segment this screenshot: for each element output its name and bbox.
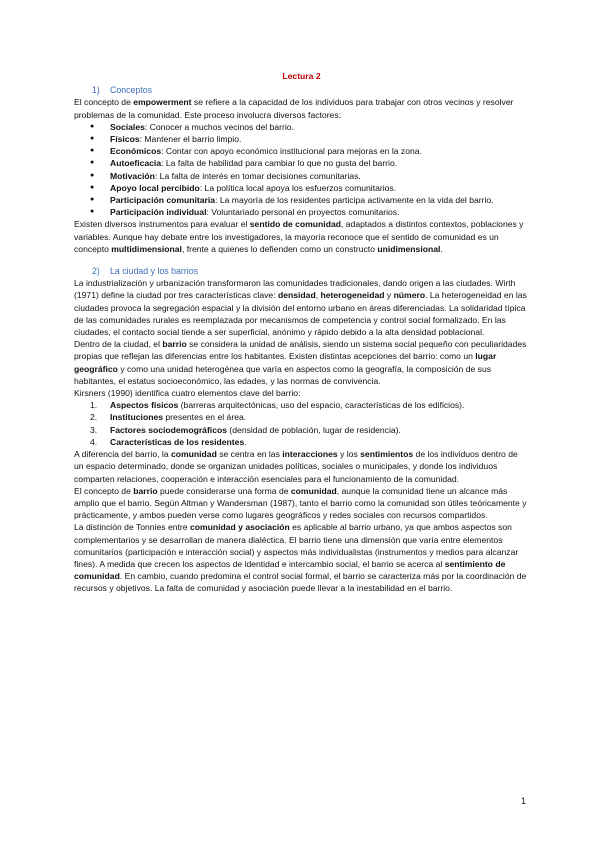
text-run: y como una unidad heterogénea que varía en aspectos como la geografía, la composición de sus habitantes, el estatus socioeconómico, las edades, y las normas de convivencia. [74, 363, 492, 386]
text-run: . En cambio, cuando predomina el control social formal, el barrio se caracteriza más por la coordinación de recursos y objetivos. La falta de comunidad y asociación puede llevar a la inestabilidad en el barrio. [74, 571, 527, 594]
list-item [110, 182, 529, 194]
text-run: A diferencia del barrio, la [74, 449, 171, 460]
bold-term: comunidad [170, 449, 217, 460]
section-heading-conceptos: 1) Conceptos [92, 85, 153, 96]
paragraph [74, 448, 529, 485]
list-number: 4. [90, 436, 98, 447]
text-run: Existen diversos instrumentos para evaluar el [74, 219, 250, 230]
text-run: y [384, 290, 394, 301]
bold-term: densidad [277, 290, 316, 301]
bold-term: Características de los residentes [110, 436, 245, 447]
text-run: se refiere a la capacidad de los individuos para trabajar con otros vecinos y resolver problemas de la comunidad. Este proceso involucra diversos factores: [74, 97, 514, 120]
bold-term: Apoyo local percibido [110, 182, 200, 193]
bold-term: multidimensional [111, 243, 182, 254]
text-run: Dentro de la ciudad, el [74, 339, 163, 350]
list-number: 1. [90, 400, 98, 411]
text-run: La distinción de Tonnies entre [74, 522, 190, 533]
bold-term: Autoeficacia [110, 158, 162, 169]
list-item [110, 206, 529, 218]
bold-term: Sociales [110, 121, 145, 132]
text-run: : La mayoría de los residentes participa activamente en la vida del barrio. [215, 195, 494, 206]
bold-term: interacciones [282, 449, 338, 460]
text-run: La industrialización y urbanización transformaron las comunidades tradicionales, dando origen a las ciudades. Wirth (1971) define la ciudad por tres características clave: [74, 278, 516, 301]
text-run: (barreras arquitectónicas, uso del espacio, características de los edificios). [178, 400, 465, 411]
text-run: : Voluntariado personal en proyectos comunitarios. [206, 207, 400, 218]
bold-term: sentido de comunidad [249, 219, 341, 230]
bold-term: comunidad y asociación [189, 522, 290, 533]
paragraph [74, 277, 529, 338]
text-run: se centra en las [216, 449, 283, 460]
factor-list [74, 121, 529, 219]
bold-term: Económicos [110, 146, 162, 157]
numbered-list [74, 399, 529, 448]
list-item [110, 133, 529, 145]
text-run: : Conocer a muchos vecinos del barrio. [144, 121, 294, 132]
paragraph [74, 96, 529, 120]
page-title: Lectura 2 [282, 71, 321, 81]
text-run: de los individuos dentro de un espacio determinado, donde se organizan unidades políticas, sociales o municipales, y donde los individuos comparten relaciones, cooperación e interacción esenciales para el funcionamiento de la comunidad. [74, 449, 518, 484]
text-run: , adaptados a distintos contextos, poblaciones y variables. Aunque hay debate entre los investigadores, la mayoría reconoce que el sentido de comunidad es un concepto [74, 219, 524, 254]
bold-term: número [393, 290, 426, 301]
text-run: El concepto de [74, 97, 134, 108]
text-run: . [440, 243, 443, 254]
paragraph [74, 387, 529, 399]
text-run: presentes en el área. [163, 412, 247, 423]
bold-term: sentimientos [360, 449, 414, 460]
page-number: 1 [520, 796, 526, 806]
text-run: : Contar con apoyo económico institucional para mejoras en la zona. [161, 146, 422, 157]
bold-term: unidimensional [377, 243, 441, 254]
text-run: El concepto de [74, 485, 134, 496]
bold-term: barrio [133, 485, 158, 496]
text-run: Kirsners (1990) identifica cuatro elementos clave del barrio: [74, 388, 301, 399]
text-run: : La falta de habilidad para cambiar lo que no gusta del barrio. [161, 158, 398, 169]
text-run: : La política local apoya los esfuerzos comunitarios. [199, 182, 397, 193]
list-item [110, 157, 529, 169]
list-number: 3. [90, 424, 98, 435]
list-item [110, 170, 529, 182]
list-item [90, 411, 529, 423]
document-page [74, 70, 529, 595]
text-run: , aunque la comunidad tiene un alcance más amplio que el barrio. Según Altman y Wandersman (1987), tanto el barrio como la comunidad son útiles teóricamente y prácticamente, y ambos pueden verse como lugares geográficos y redes sociales con recursos compartidos. [74, 485, 527, 521]
text-run: , frente a quienes lo defienden como un constructo [181, 243, 378, 254]
text-run: : La falta de interés en tomar decisiones comunitarias. [154, 170, 361, 181]
list-item [90, 424, 529, 436]
list-number: 2. [90, 412, 98, 423]
text-run: se considera la unidad de análisis, siendo un sistema social pequeño con peculiaridades propias que reflejan las diferencias entre los habitantes. Existen distintas acepciones del barrio: como un [74, 339, 527, 362]
list-item [110, 121, 529, 133]
paragraph [74, 218, 529, 255]
list-item [90, 436, 529, 448]
list-item [110, 145, 529, 157]
text-run: . La heterogeneidad en las ciudades provoca la segregación espacial y la división del entorno urbano en áreas diferenciadas. La solidaridad típica de las comunidades rurales es reemplazada por mecanismos de competencia y control social formalizado. En las ciudades, el contacto social tiende a ser superficial, anónimo y rápido debido a la alta densidad poblacional. [74, 290, 527, 338]
bold-term: heterogeneidad [320, 290, 385, 301]
text-run: y los [337, 449, 361, 460]
bold-term: barrio [162, 339, 187, 350]
bold-term: Motivación [110, 170, 155, 181]
bold-term: Instituciones [110, 412, 164, 423]
list-item [110, 194, 529, 206]
bold-term: Aspectos físicos [110, 400, 179, 411]
bold-term: sentimiento de comunidad [74, 558, 506, 582]
bold-term: Participación individual [110, 207, 207, 218]
text-run: (densidad de población, lugar de residencia). [227, 424, 401, 435]
text-run: puede considerarse una forma de [157, 485, 291, 496]
section-heading-ciudad: 2) La ciudad y los barrios [92, 266, 199, 277]
bold-term: Factores sociodemográficos [110, 424, 228, 435]
text-run: . [244, 436, 247, 447]
text-run: , [315, 290, 321, 301]
text-run: : Mantener el barrio limpio. [139, 134, 242, 145]
bold-term: Físicos [110, 134, 140, 145]
paragraph [74, 485, 529, 522]
paragraph [74, 338, 529, 387]
text-run: es aplicable al barrio urbano, ya que ambos aspectos son complementarios y se desarrollan de manera dialéctica. El barrio tiene una dimensión que varía entre elementos comunitarios (participación e interacción social) y aspectos más individualistas (instrumentos y medios para alcanzar fines). A medida que crecen los aspectos de identidad e intercambio social, el barrio se acerca al [74, 522, 519, 569]
paragraph [74, 521, 529, 594]
list-item [90, 399, 529, 411]
bold-term: Participación comunitaria [110, 195, 216, 206]
bold-term: empowerment [133, 97, 192, 108]
bold-term: lugar geográfico [74, 351, 497, 374]
bold-term: comunidad [290, 485, 337, 496]
